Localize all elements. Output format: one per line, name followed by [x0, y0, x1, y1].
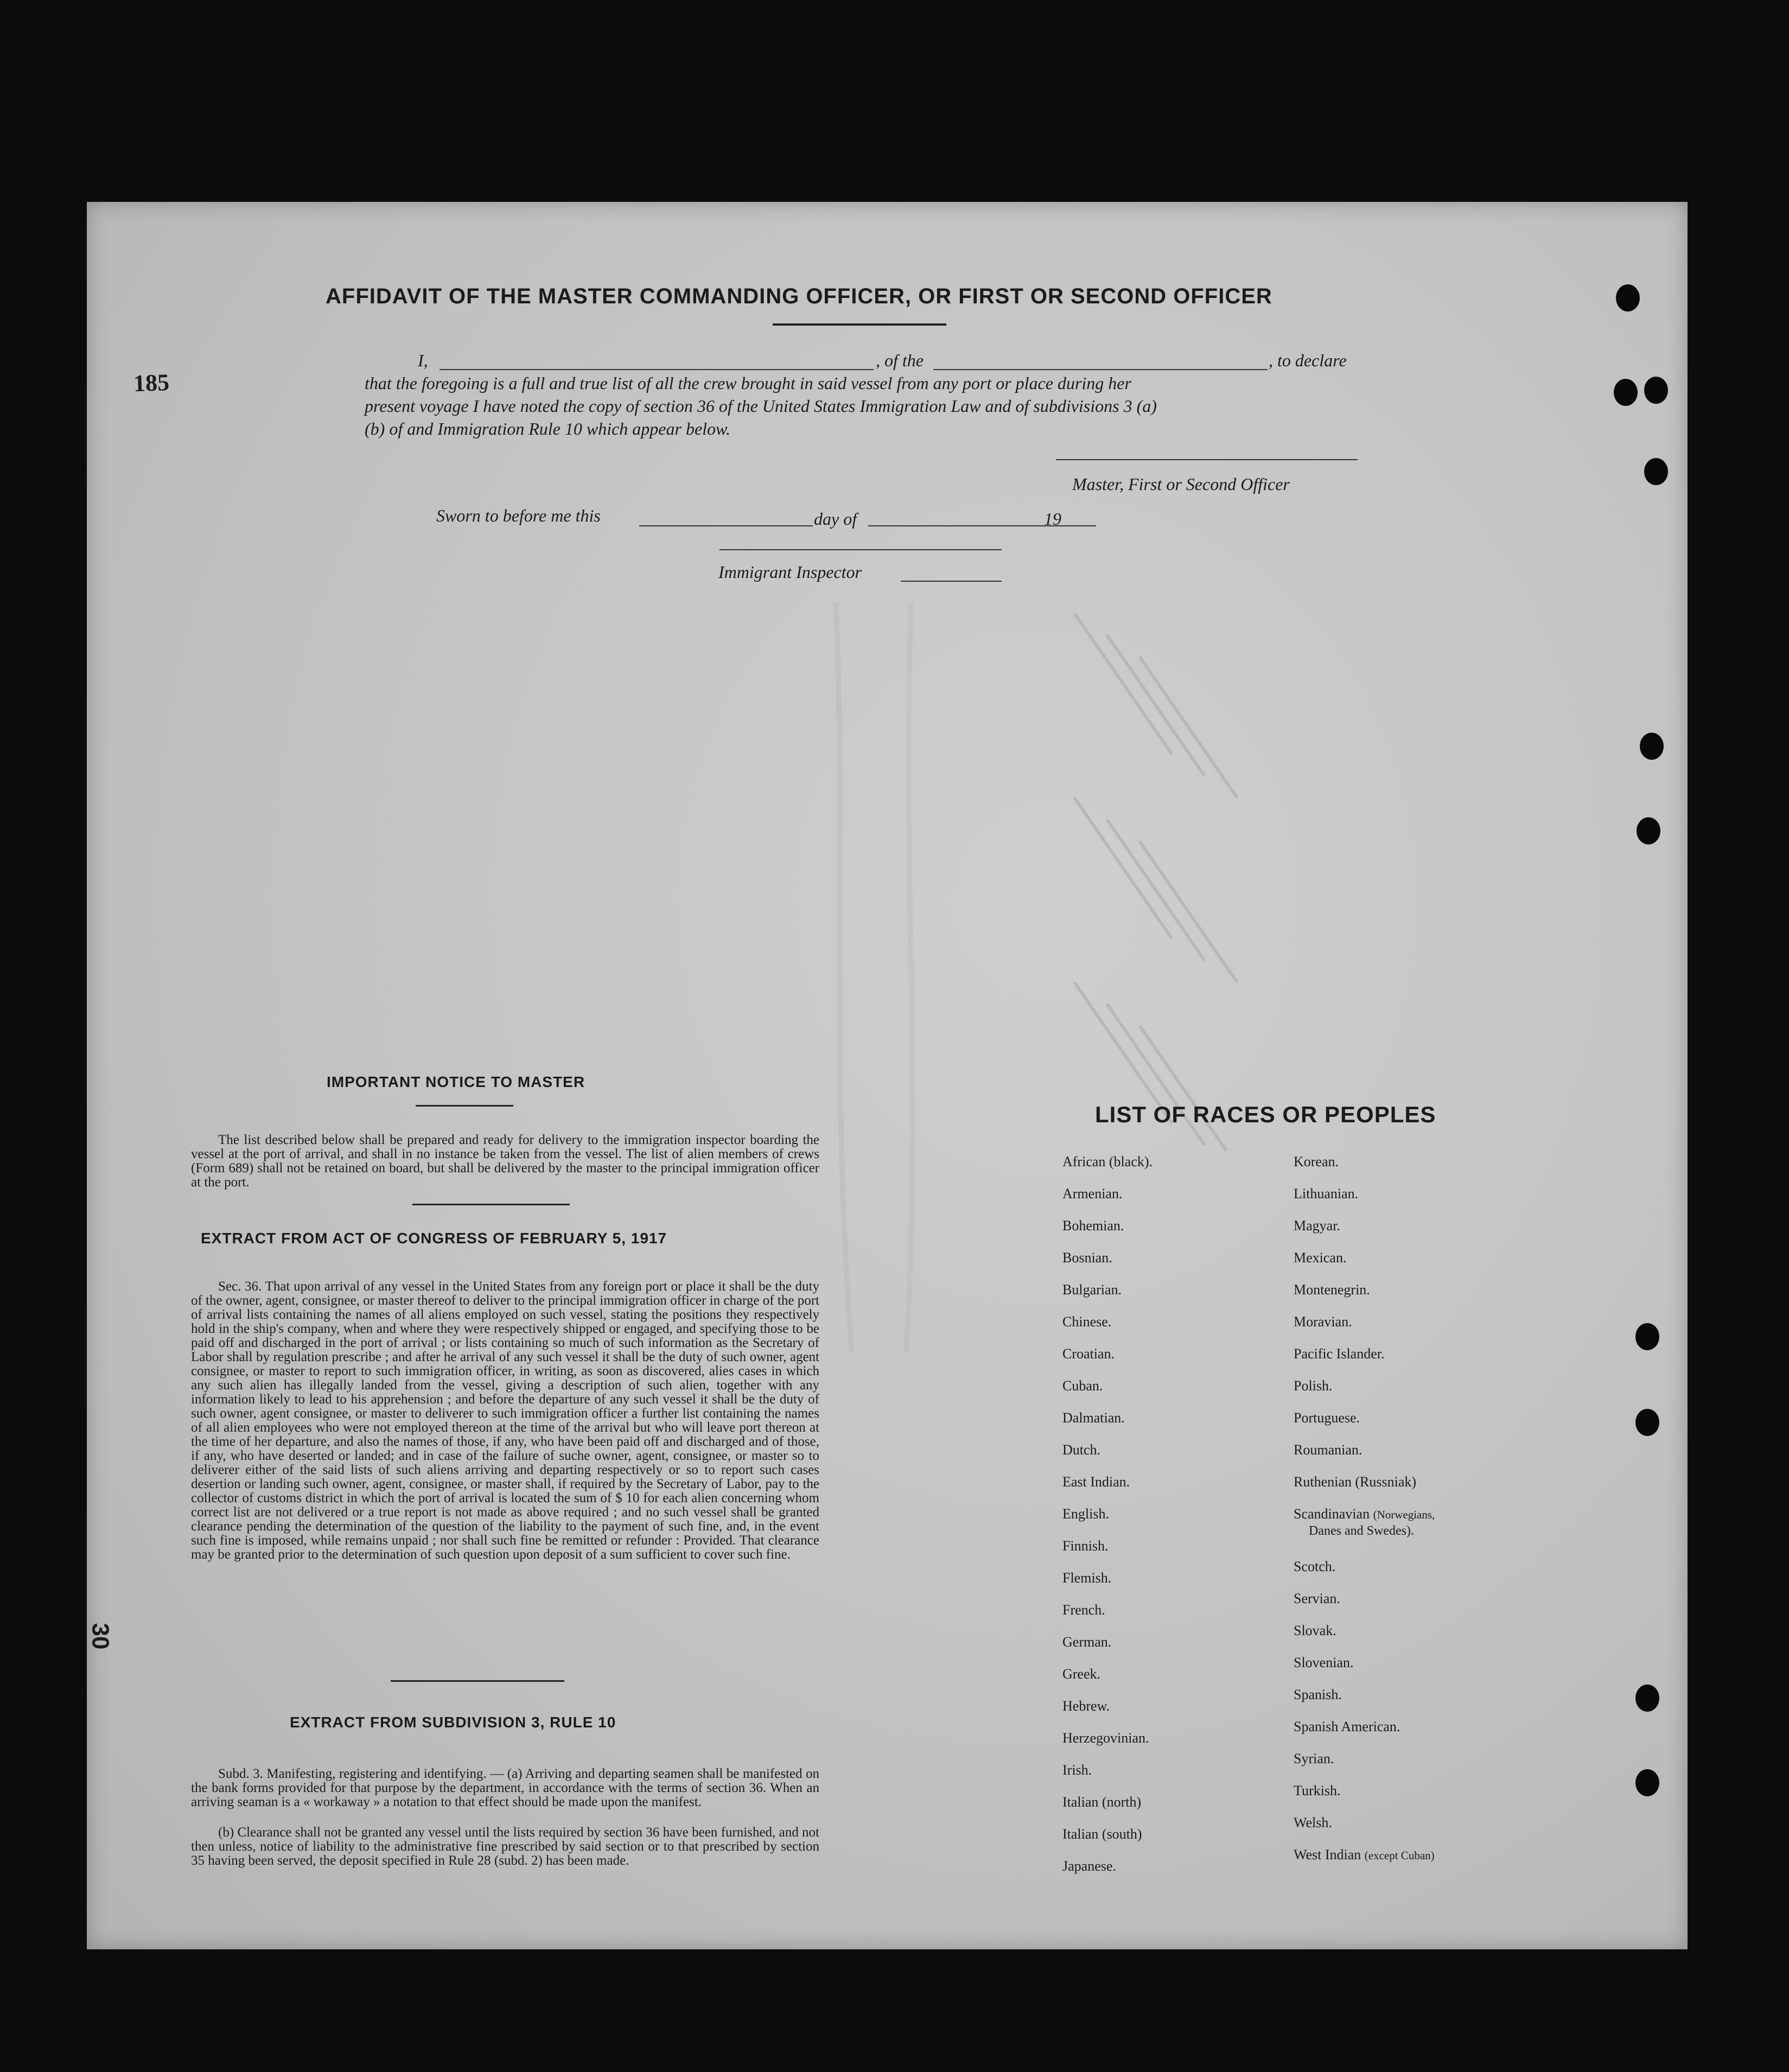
- rule-extract-title: EXTRACT FROM SUBDIVISION 3, RULE 10: [290, 1714, 616, 1731]
- race-item: Cuban.: [1062, 1378, 1103, 1394]
- race-item: German.: [1062, 1634, 1112, 1650]
- margin-page-number: 185: [133, 368, 170, 397]
- race-item: Polish.: [1294, 1378, 1333, 1394]
- signature-caption: Master, First or Second Officer: [1072, 474, 1290, 494]
- race-item: Finnish.: [1062, 1538, 1109, 1554]
- rule-extract-text-b: (b) Clearance shall not be granted any vessel until the lists required by section 36 have been furnished, and not then unless, notice of liability to the administrative fine prescribed by said section or to that prescribed by section 35 having been served, the deposit specified in Rule 28 (subd. 2) has been made.: [191, 1825, 819, 1868]
- name-blank: [440, 369, 874, 370]
- punch-hole: [1640, 733, 1664, 760]
- race-item: Ruthenian (Russniak): [1294, 1474, 1417, 1490]
- race-item: Greek.: [1062, 1666, 1101, 1682]
- race-label: Scandinavian: [1294, 1506, 1370, 1522]
- race-item: Turkish.: [1294, 1783, 1341, 1798]
- punch-hole: [1644, 458, 1668, 485]
- race-item: Flemish.: [1062, 1570, 1112, 1586]
- race-note-continuation: Danes and Swedes).: [1309, 1524, 1414, 1538]
- bleed-through: [152, 602, 1617, 1362]
- act-divider: [391, 1680, 564, 1682]
- punch-hole: [1616, 284, 1640, 312]
- punch-hole: [1635, 1409, 1659, 1436]
- race-item: Herzegovinian.: [1062, 1730, 1149, 1746]
- race-item: Magyar.: [1294, 1218, 1340, 1234]
- race-note: (Norwegians,: [1373, 1508, 1435, 1521]
- race-item: Dutch.: [1062, 1442, 1101, 1458]
- sworn-day-blank: [639, 525, 813, 526]
- race-item: African (black).: [1062, 1154, 1153, 1170]
- race-item: Italian (north): [1062, 1794, 1142, 1810]
- notice-title: IMPORTANT NOTICE TO MASTER: [327, 1073, 585, 1090]
- race-item-west-indian: [1294, 1847, 1435, 1863]
- sworn-month-blank: [868, 525, 1096, 526]
- race-item: Welsh.: [1294, 1815, 1332, 1831]
- signature-line: [1056, 459, 1358, 460]
- race-item: Servian.: [1294, 1591, 1340, 1606]
- race-item: Spanish American.: [1294, 1719, 1400, 1734]
- race-item: Armenian.: [1062, 1186, 1123, 1202]
- race-item: Slovak.: [1294, 1623, 1336, 1638]
- sworn-year: 19: [1044, 509, 1061, 529]
- race-item: Lithuanian.: [1294, 1186, 1359, 1202]
- inspector-name-blank: [901, 581, 1002, 582]
- race-item: Croatian.: [1062, 1346, 1115, 1362]
- punch-hole: [1614, 379, 1638, 406]
- punch-hole: [1635, 1769, 1659, 1796]
- race-label: West Indian: [1294, 1847, 1361, 1863]
- race-item: Slovenian.: [1294, 1655, 1354, 1670]
- race-item: Chinese.: [1062, 1314, 1112, 1330]
- race-item: Syrian.: [1294, 1751, 1334, 1766]
- notice-text: The list described below shall be prepared and ready for delivery to the immigration inspector boarding the vessel at the port of arrival, and shall in no instance be taken from the vessel. The list of alien members of crews (Form 689) shall not be retained on board, but shall be delivered by the master to the principal immigration officer at the port.: [191, 1133, 819, 1190]
- race-item: Portuguese.: [1294, 1410, 1360, 1426]
- act-extract-text: Sec. 36. That upon arrival of any vessel in the United States from any foreign port or place it shall be the duty of the owner, agent, consignee, or master thereof to deliver to the principal immigration officer in charge of the port of arrival lists containing the names of all aliens employed on such vessel, stating the positions they respectively hold in the ship's company, when and where they were respectively shipped or engaged, and specifying those to be paid off and discharged in the port of arrival ; or lists containing so much of such information as the Secretary of Labor shall by regulation prescribe ; and after he arrival of any such vessel it shall be the duty of such owner, agent consignee, or master to report to such immigration officer, in writing, as soon as discovered, alies cases in which any such alien has illegally landed from the vessel, giving a description of such alien, together with any information likely to lead to his apprehension ; and before the departure of any such vessel it shall be the duty of such owner, agent consignee, or master to deliverer to such immigration officer a further list containing the names of all alien employees who were not employed thereon at the time of the arrival but who will leave port thereon at the time of her departure, and also the names of those, if any, who have been paid off and discharged and of those, if any, who have deserted or landed; and in case of the failure of suche owner, agent, consignee, or master so to deliverer either of the said lists of such aliens arriving and departing respectively or so to report such cases desertion or landing such owner, agent, consignee, or master shall, if required by the Secretary of Labor, pay to the collector of customs district in which the port of arrival is located the sum of $ 10 for each alien concerning whom correct list are not delivered or a true report is not made as above required ; and no such vessel shall be granted clearance pending the determination of the question of the liability to the payment of such fine, and, in the event such fine is imposed, while remains unpaid ; nor shall such fine be remitted or refunder : Provided. That clearance may be granted prior to the determination of such question upon deposit of a sum sufficient to cover such fine.: [191, 1279, 819, 1562]
- race-item: Pacific Islander.: [1294, 1346, 1385, 1362]
- punch-hole: [1635, 1685, 1659, 1712]
- title-underline: [773, 323, 946, 326]
- race-item-scandinavian: [1294, 1506, 1435, 1522]
- race-item: Italian (south): [1062, 1826, 1142, 1842]
- affidavit-line3: present voyage I have noted the copy of section 36 of the United States Immigration Law and of subdivisions 3 (a): [365, 396, 1157, 416]
- race-item: Bohemian.: [1062, 1218, 1124, 1234]
- race-item: Bulgarian.: [1062, 1282, 1122, 1298]
- notice-divider: [412, 1204, 570, 1205]
- act-extract-title: EXTRACT FROM ACT OF CONGRESS OF FEBRUARY 5, 1917: [201, 1230, 667, 1247]
- affidavit-line1-prefix: I,: [418, 351, 428, 370]
- race-item: Montenegrin.: [1294, 1282, 1370, 1298]
- race-item: Roumanian.: [1294, 1442, 1363, 1458]
- races-title: LIST OF RACES OR PEOPLES: [1095, 1102, 1436, 1127]
- bleed-through-strokes: [152, 602, 1617, 1362]
- race-item: French.: [1062, 1602, 1105, 1618]
- race-item: Korean.: [1294, 1154, 1339, 1170]
- race-note: (except Cuban): [1364, 1849, 1435, 1862]
- sworn-day-of: day of: [814, 509, 857, 529]
- rule-extract-text-a: Subd. 3. Manifesting, registering and identifying. — (a) Arriving and departing seamen shall be manifested on the bank forms provided for that purpose by the department, in accordance with the terms of section 36. When an arriving seaman is a « workaway » a notation to that effect should be made upon the manifest.: [191, 1766, 819, 1809]
- punch-hole: [1637, 817, 1660, 844]
- race-item: English.: [1062, 1506, 1109, 1522]
- race-item: East Indian.: [1062, 1474, 1130, 1490]
- punch-hole: [1644, 377, 1668, 404]
- race-item: Spanish.: [1294, 1687, 1342, 1702]
- vessel-blank: [933, 369, 1268, 370]
- race-item: Hebrew.: [1062, 1698, 1110, 1714]
- race-item: Moravian.: [1294, 1314, 1352, 1330]
- race-item: Mexican.: [1294, 1250, 1347, 1266]
- affidavit-of-the: , of the: [876, 351, 924, 370]
- punch-hole: [1635, 1323, 1659, 1350]
- race-item: Japanese.: [1062, 1858, 1116, 1874]
- affidavit-to-declare: , to declare: [1269, 351, 1347, 370]
- race-item: Bosnian.: [1062, 1250, 1112, 1266]
- notice-underline: [416, 1105, 513, 1107]
- race-item: Scotch.: [1294, 1559, 1336, 1574]
- inspector-signature-line: [720, 549, 1002, 550]
- sworn-prefix: Sworn to before me this: [436, 506, 601, 525]
- side-number: 30: [87, 1623, 114, 1650]
- inspector-label: Immigrant Inspector: [718, 562, 862, 582]
- affidavit-line2: that the foregoing is a full and true list of all the crew brought in said vessel from any port or place during her: [365, 373, 1131, 393]
- race-item: Dalmatian.: [1062, 1410, 1125, 1426]
- affidavit-line4: (b) of and Immigration Rule 10 which appear below.: [365, 419, 730, 438]
- affidavit-title: AFFIDAVIT OF THE MASTER COMMANDING OFFICER, OR FIRST OR SECOND OFFICER: [326, 284, 1272, 308]
- race-item: Irish.: [1062, 1762, 1092, 1778]
